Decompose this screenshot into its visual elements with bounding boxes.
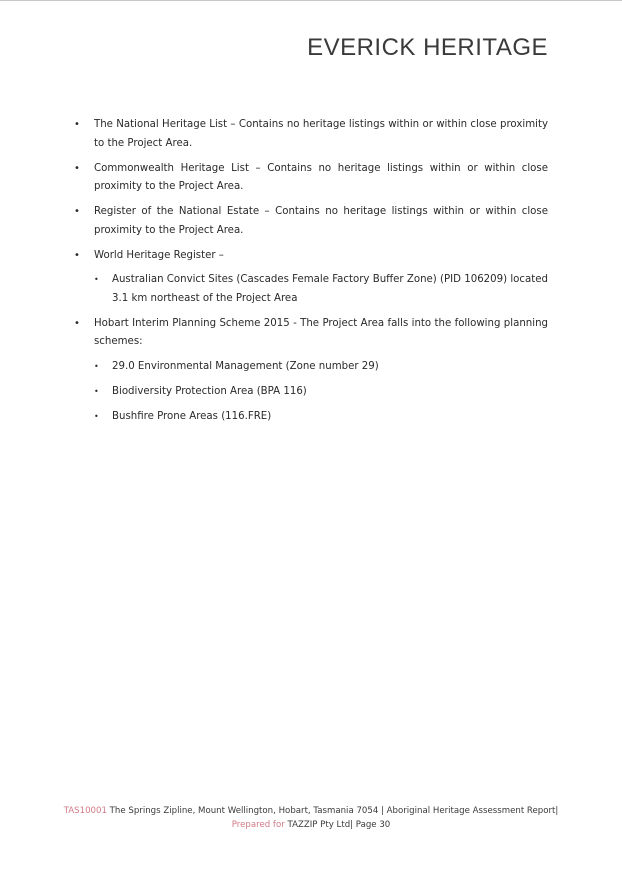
bullet-icon: • xyxy=(74,249,80,261)
sub-list-item-text: Australian Convict Sites (Cascades Female Factory Buffer Zone) (PID 106209) located 3.1 km northeast of the Project Area xyxy=(112,274,548,304)
footer-line-2 xyxy=(0,818,622,832)
sub-list-item xyxy=(94,358,548,377)
list-item xyxy=(74,160,548,197)
list-item-text: Commonwealth Heritage List – Contains no heritage listings within or within close proximity to the Project Area. xyxy=(94,162,548,192)
list-item-text: Hobart Interim Planning Scheme 2015 - The Project Area falls into the following planning schemes: xyxy=(94,317,548,347)
sub-list-item xyxy=(94,408,548,427)
bullet-icon: • xyxy=(74,206,80,217)
bullet-icon: • xyxy=(94,386,99,396)
project-code: TAS10001 xyxy=(63,806,107,816)
bullet-icon: • xyxy=(74,119,80,130)
footer-line-1 xyxy=(0,804,622,818)
client-and-page-number: TAZZIP Pty Ltd| Page 30 xyxy=(284,820,391,830)
sub-list-item xyxy=(94,383,548,402)
bullet-icon: • xyxy=(74,162,80,174)
sub-list xyxy=(94,358,548,427)
bullet-icon: • xyxy=(94,275,99,284)
list-item xyxy=(74,203,548,240)
main-content xyxy=(74,116,548,433)
bullet-icon: • xyxy=(74,317,80,329)
list-item xyxy=(74,116,548,153)
list-item-text: Register of the National Estate – Contains no heritage listings within or within close proximity to the Project Area. xyxy=(94,206,548,236)
list-item xyxy=(74,247,548,309)
bullet-icon: • xyxy=(94,361,99,371)
top-rule xyxy=(0,0,622,1)
sub-list-item-text: Biodiversity Protection Area (BPA 116) xyxy=(112,385,307,397)
list-item-text: The National Heritage List – Contains no heritage listings within or within close proximity to the Project Area. xyxy=(94,119,548,149)
everick-heritage-logo: EVERICK HERITAGE xyxy=(307,34,548,61)
sub-list-item-text: Bushfire Prone Areas (116.FRE) xyxy=(112,410,272,422)
sub-list xyxy=(94,271,548,308)
report-title: The Springs Zipline, Mount Wellington, Hobart, Tasmania 7054 | Aboriginal Heritage Assessment Report| xyxy=(106,806,559,816)
list-item xyxy=(74,315,548,427)
page-footer xyxy=(0,804,622,832)
heritage-register-list xyxy=(74,116,548,426)
prepared-for-label: Prepared for xyxy=(231,820,285,830)
sub-list-item xyxy=(94,271,548,308)
sub-list-item-text: 29.0 Environmental Management (Zone number 29) xyxy=(112,360,379,372)
bullet-icon: • xyxy=(94,411,99,421)
list-item-text: World Heritage Register – xyxy=(94,249,224,261)
